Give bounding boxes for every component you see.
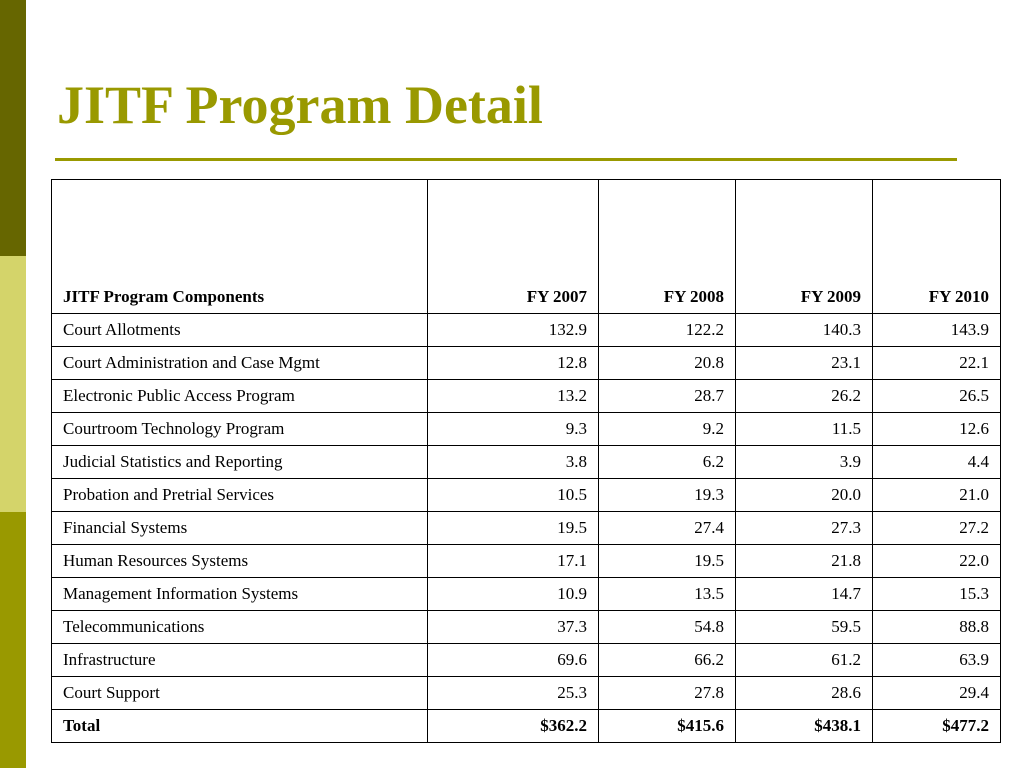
cell-value: 13.5 [599,578,736,611]
cell-value: 20.8 [599,347,736,380]
cell-value: 3.8 [428,446,599,479]
side-bar-light [0,256,26,512]
cell-value: 6.2 [599,446,736,479]
header-fy2007: FY 2007 [428,180,599,314]
side-bar-olive [0,512,26,768]
total-row [52,710,1001,743]
row-label: Infrastructure [52,644,428,677]
cell-value: 27.2 [873,512,1001,545]
cell-value: 19.5 [599,545,736,578]
cell-value: 27.3 [736,512,873,545]
header-row [52,180,1001,314]
cell-value: 23.1 [736,347,873,380]
cell-value: 28.7 [599,380,736,413]
cell-value: 21.0 [873,479,1001,512]
cell-value: 4.4 [873,446,1001,479]
table-row [52,677,1001,710]
cell-value: 17.1 [428,545,599,578]
table-row [52,578,1001,611]
table-row [52,347,1001,380]
cell-value: 21.8 [736,545,873,578]
row-label: Electronic Public Access Program [52,380,428,413]
row-label: Telecommunications [52,611,428,644]
cell-value: 3.9 [736,446,873,479]
cell-value: 11.5 [736,413,873,446]
total-value: $415.6 [599,710,736,743]
cell-value: 59.5 [736,611,873,644]
cell-value: 10.5 [428,479,599,512]
total-value: $477.2 [873,710,1001,743]
cell-value: 25.3 [428,677,599,710]
table-row [52,545,1001,578]
cell-value: 26.2 [736,380,873,413]
header-fy2010: FY 2010 [873,180,1001,314]
cell-value: 28.6 [736,677,873,710]
cell-value: 20.0 [736,479,873,512]
table-row [52,479,1001,512]
cell-value: 12.8 [428,347,599,380]
table-row [52,611,1001,644]
row-label: Courtroom Technology Program [52,413,428,446]
cell-value: 13.2 [428,380,599,413]
header-fy2008: FY 2008 [599,180,736,314]
program-table [51,179,1001,743]
cell-value: 19.5 [428,512,599,545]
title-underline [55,158,957,161]
cell-value: 22.0 [873,545,1001,578]
cell-value: 12.6 [873,413,1001,446]
slide-title: JITF Program Detail [57,75,543,135]
row-label: Management Information Systems [52,578,428,611]
row-label: Court Allotments [52,314,428,347]
table-row [52,413,1001,446]
cell-value: 27.4 [599,512,736,545]
table-row [52,644,1001,677]
cell-value: 122.2 [599,314,736,347]
row-label: Court Support [52,677,428,710]
cell-value: 26.5 [873,380,1001,413]
side-bar-dark [0,0,26,256]
table-row [52,380,1001,413]
table-row [52,314,1001,347]
cell-value: 29.4 [873,677,1001,710]
cell-value: 132.9 [428,314,599,347]
cell-value: 10.9 [428,578,599,611]
row-label: Court Administration and Case Mgmt [52,347,428,380]
row-label: Probation and Pretrial Services [52,479,428,512]
cell-value: 88.8 [873,611,1001,644]
row-label: Financial Systems [52,512,428,545]
table-row [52,446,1001,479]
cell-value: 19.3 [599,479,736,512]
cell-value: 66.2 [599,644,736,677]
total-value: $362.2 [428,710,599,743]
row-label: Judicial Statistics and Reporting [52,446,428,479]
cell-value: 27.8 [599,677,736,710]
header-components: JITF Program Components [52,180,428,314]
cell-value: 22.1 [873,347,1001,380]
table-row [52,512,1001,545]
row-label: Human Resources Systems [52,545,428,578]
total-value: $438.1 [736,710,873,743]
header-fy2009: FY 2009 [736,180,873,314]
cell-value: 140.3 [736,314,873,347]
cell-value: 63.9 [873,644,1001,677]
cell-value: 143.9 [873,314,1001,347]
cell-value: 69.6 [428,644,599,677]
cell-value: 9.3 [428,413,599,446]
cell-value: 61.2 [736,644,873,677]
cell-value: 54.8 [599,611,736,644]
cell-value: 37.3 [428,611,599,644]
total-label: Total [52,710,428,743]
cell-value: 15.3 [873,578,1001,611]
cell-value: 14.7 [736,578,873,611]
cell-value: 9.2 [599,413,736,446]
